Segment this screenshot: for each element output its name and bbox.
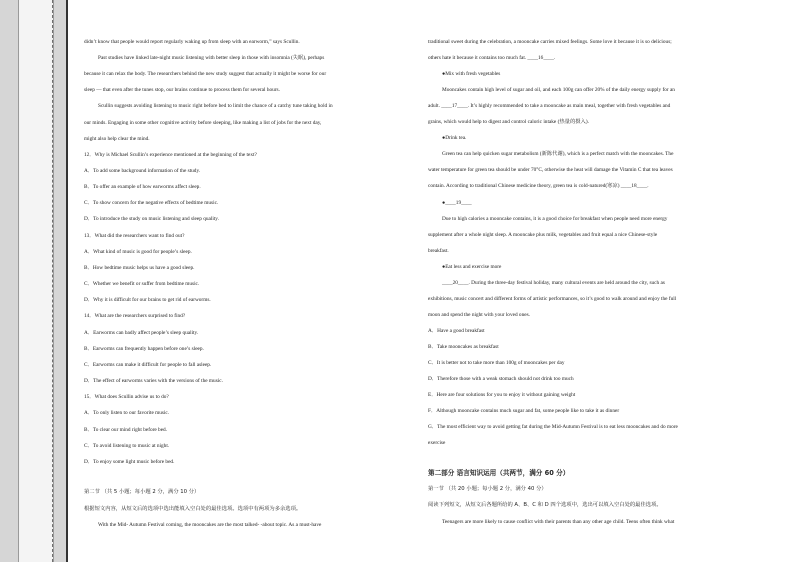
section-2-instruction: 根据短文内容，从短文后的选项中选出能填入空白处的最佳选项。选项中有两项为多余选项。: [84, 506, 302, 512]
passage-line: our minds. Engaging in some other cognitive activity before sleeping, like making a list of jobs for the next day,: [84, 120, 322, 126]
section-1-instruction: 阅读下列短文，从短文后各题所给的 A、B、C 和 D 四个选项中，选出可以填入空白处的最佳选项。: [428, 502, 662, 508]
subheading: ●Mix with fresh vegetables: [442, 71, 501, 77]
passage-line: sleep — that even after the tunes stop, our brains continue to process them for several hours.: [84, 87, 280, 93]
question-12-option-c: C．To show concern for the negative effects of bedtime music.: [84, 200, 219, 206]
passage-line: grains, which would help to digest and control caloric intake (热量的摄入).: [428, 119, 589, 125]
binding-strip: [18, 0, 54, 562]
question-14-option-c: C．Earworms can make it difficult for people to fall asleep.: [84, 362, 212, 368]
section-1-title: 第一节 （共 20 小题；每小题 2 分，满分 40 分）: [428, 486, 547, 492]
question-12-option-b: B．To offer an example of how earworms affect sleep.: [84, 184, 201, 190]
passage-line: exhibitions, music concert and different forms of artistic performances, so it’s good to walk around and enjoy the full: [428, 296, 677, 302]
passage-line: With the Mid- Autumn Festival coming, the mooncakes are the most talked- -about topic. As a must-have: [98, 522, 322, 528]
passage-line: ____20____. During the three-day festival holiday, many cultural events are held around the city, such as: [442, 280, 665, 286]
question-14-stem: 14．What are the researchers surprised to find?: [84, 313, 186, 319]
passage-line: supplement after a whole night sleep. A mooncake plus milk, vegetables and fruit equal a nice Chinese-style: [428, 232, 658, 238]
option-f: F．Although mooncake contains much sugar and fat, some people like to take it as dinner: [428, 408, 620, 414]
passage-line: Due to high calories a mooncake contains, it is a good choice for breakfast when people need more energy: [442, 216, 668, 222]
passage-line: water temperature for green tea should be under 70°C, otherwise the heat will damage the Vitamin C that tea leaves: [428, 167, 673, 173]
question-14-option-b: B．Earworms can frequently happen before one’s sleep.: [84, 346, 204, 352]
question-14-option-a: A．Earworms can badly affect people’s sleep quality.: [84, 330, 199, 336]
passage-line: Past studies have linked late-night music listening with better sleep in those with insomnia (失眠), perhaps: [98, 55, 325, 61]
question-14-option-d: D．The effect of earworms varies with the versions of the music.: [84, 378, 223, 384]
question-15-option-d: D．To enjoy some light music before bed.: [84, 459, 175, 465]
passage-line: others hate it because it contains too much fat. ____16____.: [428, 55, 556, 61]
passage-line: Teenagers are more likely to cause conflict with their parents than any other age child. Teens often think what: [442, 519, 675, 525]
question-13-option-d: D．Why it is difficult for our brains to get rid of earworms.: [84, 297, 211, 303]
question-13-option-a: A．What kind of music is good for people’s sleep.: [84, 249, 192, 255]
question-15-stem: 15．What does Scullin advise us to do?: [84, 394, 169, 400]
passage-line: traditional sweet during the celebration, a mooncake carries mixed feelings. Some love it because it is so delicious;: [428, 39, 672, 45]
question-15-option-c: C．To avoid listening to music at night.: [84, 443, 170, 449]
passage-line: moon and spend the night with your loved ones.: [428, 312, 530, 318]
passage-line: Scullin suggests avoiding listening to music right before bed to limit the chance of a catchy tune taking hold in: [98, 103, 333, 109]
option-d: D．Therefore those with a weak stomach should not drink too much: [428, 376, 574, 382]
passage-line: because it can relax the body. The researchers behind the new study suggest that actually it might be worse for our: [84, 71, 327, 77]
subheading: ●____19____: [442, 200, 472, 206]
question-13-stem: 13．What did the researchers want to find out?: [84, 233, 185, 239]
option-b: B．Take mooncakes as breakfast: [428, 344, 499, 350]
subheading: ●Drink tea.: [442, 135, 467, 141]
passage-line: contain. According to traditional Chinese medicine theory, green tea is cold-natured(寒凉) ____18____.: [428, 183, 649, 189]
option-e: E．Here are four solutions for you to enjoy it without gaining weight: [428, 392, 576, 398]
passage-line: Green tea can help quicken sugar metabolism (新陈代谢), which is a perfect match with the mooncakes. The: [442, 151, 674, 157]
option-g-continued: exercise: [428, 440, 446, 446]
binding-dashed-line: [52, 0, 53, 562]
section-2-title: 第二节 （共 5 小题；每小题 2 分，满分 10 分）: [84, 489, 200, 495]
option-c: C．It is better not to take more than 100g of mooncakes per day: [428, 360, 565, 366]
part-2-title: 第二部分 语言知识运用（共两节，满分 60 分）: [428, 469, 570, 477]
binding-margin: [0, 0, 68, 562]
question-15-option-b: B．To clear our mind right before bed.: [84, 427, 168, 433]
passage-line: didn’t know that people would report regularly waking up from sleep with an earworm,” says Scullin.: [84, 39, 300, 45]
question-12-option-d: D．To introduce the study on music listening and sleep quality.: [84, 216, 219, 222]
passage-line: Mooncakes contain high level of sugar and oil, and each 100g can offer 20% of the daily energy supply for an: [442, 87, 675, 93]
passage-line: breakfast.: [428, 248, 449, 254]
question-15-option-a: A．To only listen to our favorite music.: [84, 410, 170, 416]
question-13-option-b: B．How bedtime music helps us have a good sleep.: [84, 265, 195, 271]
option-g: G．The most efficient way to avoid getting fat during the Mid-Autumn Festival is to eat less mooncakes and do more: [428, 424, 678, 430]
question-12-stem: 12．Why is Michael Scullin’s experience mentioned at the beginning of the text?: [84, 152, 257, 158]
question-13-option-c: C．Whether we benefit or suffer from bedtime music.: [84, 281, 200, 287]
question-12-option-a: A．To add some background information of the study.: [84, 168, 201, 174]
passage-line: might also help clear the mind.: [84, 136, 150, 142]
passage-line: adult. ____17____. It’s highly recommended to take a mooncake as main meal, together with fresh vegetables and: [428, 103, 671, 109]
binding-edge: [66, 0, 68, 562]
option-a: A．Have a good breakfast: [428, 328, 485, 334]
subheading: ●Eat less and exercise more: [442, 264, 502, 270]
